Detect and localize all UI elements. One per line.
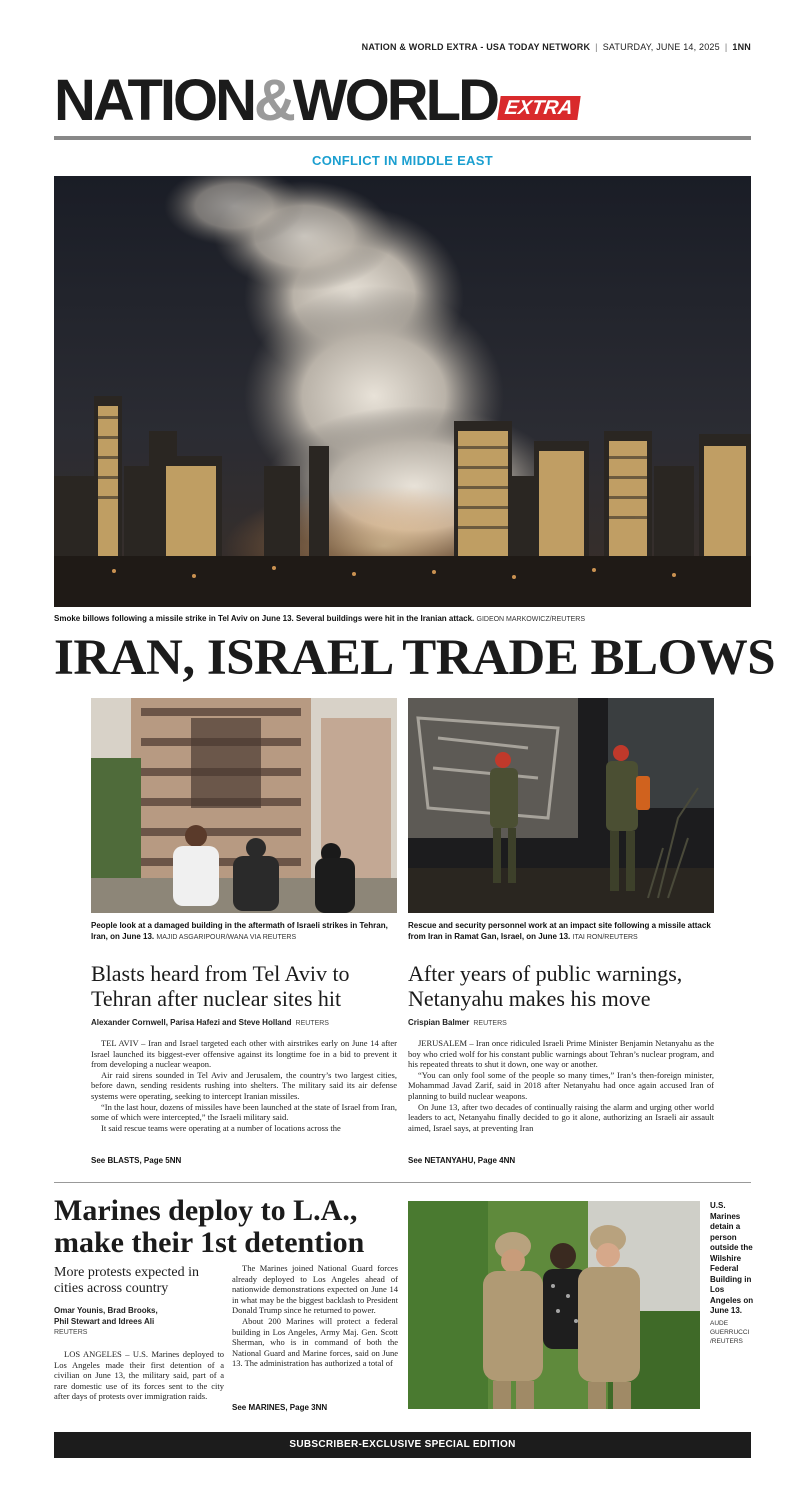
story-left-headline[interactable]: Blasts heard from Tel Aviv to Tehran after nuclear sites hit xyxy=(91,961,350,1011)
main-headline: IRAN, ISRAEL TRADE BLOWS xyxy=(54,630,776,686)
masthead xyxy=(54,70,754,132)
edition-line: NATION & WORLD EXTRA - USA TODAY NETWORK | SATURDAY, JUNE 14, 2025 | 1NN xyxy=(361,42,751,52)
masthead-nation: NATION xyxy=(54,68,255,133)
rescue-site-image xyxy=(408,698,714,913)
issue-date: SATURDAY, JUNE 14, 2025 xyxy=(602,42,720,52)
story-right-headline[interactable]: After years of public warnings, Netanyahu makes his move xyxy=(408,961,683,1011)
marines-subhead: More protests expected in cities across country xyxy=(54,1265,200,1296)
tehran-photo xyxy=(91,698,397,913)
tehran-photo-caption: People look at a damaged building in the aftermath of Israeli strikes in Tehran, Iran, on June 13. MAJID ASGARIPOUR/WANA VIA REUTERS xyxy=(91,921,388,941)
tel-aviv-skyline-image xyxy=(54,176,751,607)
story-left-jump-link[interactable]: See BLASTS, Page 5NN xyxy=(91,1156,182,1165)
story-right-jump-link[interactable]: See NETANYAHU, Page 4NN xyxy=(408,1156,516,1165)
story-right-paragraph: JERUSALEM – Iran once ridiculed Israeli Prime Minister Benjamin Netanyahu as the boy who cried wolf for his constant public warnings about Tehran’s nuclear program, and his repeated threats to shut it down, one way or another. xyxy=(408,1038,714,1070)
extra-badge: EXTRA xyxy=(497,96,580,120)
story-left-byline: Alexander Cornwell, Parisa Hafezi and Steve Holland REUTERS xyxy=(91,1018,329,1027)
marines-body-col1 xyxy=(54,1349,224,1402)
damaged-building-image xyxy=(91,698,397,913)
story-right-body xyxy=(408,1038,714,1133)
section-kicker: CONFLICT IN MIDDLE EAST xyxy=(312,153,493,168)
edition-banner: SUBSCRIBER-EXCLUSIVE SPECIAL EDITION xyxy=(54,1432,751,1458)
lead-photo-credit: GIDEON MARKOWICZ/REUTERS xyxy=(476,616,586,623)
story-right-paragraph: On June 13, after two decades of continually raising the alarm and urging other world leaders to act, Netanyahu finally decided to go it alone, authorizing an Israeli air assault aimed, Israel says, at preventing Iran xyxy=(408,1101,714,1133)
marines-paragraph: LOS ANGELES – U.S. Marines deployed to Los Angeles made their first detention of a civilian on June 13, the military said, part of a rare domestic use of its forces sent to the city after days of protests over immigration raids. xyxy=(54,1349,224,1402)
marines-paragraph: The Marines joined National Guard forces already deployed to Los Angeles ahead of nationwide demonstrations expected on June 14 in what may be the biggest backlash to President Donald Trump since he returned to power. xyxy=(232,1263,398,1316)
story-left-paragraph: It said rescue teams were operating at a number of locations across the xyxy=(101,1122,341,1133)
lead-photo xyxy=(54,176,751,607)
marines-headline[interactable]: Marines deploy to L.A., make their 1st detention xyxy=(54,1194,365,1259)
page-number: 1NN xyxy=(732,42,751,52)
ramat-gan-photo xyxy=(408,698,714,913)
tehran-photo-credit: MAJID ASGARIPOUR/WANA VIA REUTERS xyxy=(156,934,297,941)
marines-body-col2 xyxy=(232,1263,398,1369)
masthead-ampersand: & xyxy=(254,68,293,133)
marines-photo xyxy=(408,1201,700,1409)
story-left-paragraph: Air raid sirens sounded in Tel Aviv and Jerusalem, the country’s two largest cities, before dawn, sending residents rushing into shelters. The military said its air defense systems were operating, seeking to intercept Iranian missiles. xyxy=(91,1069,397,1101)
ramat-gan-photo-credit: ITAI RON/REUTERS xyxy=(572,934,638,941)
story-right-byline: Crispian Balmer REUTERS xyxy=(408,1018,507,1027)
marines-paragraph: About 200 Marines will protect a federal building in Los Angeles, Army Maj. Gen. Scott Sherman, who is in command of both the National Guard and Marine forces, said on June 13. The administration has authorized a total of xyxy=(232,1315,398,1369)
story-left-paragraph: TEL AVIV – Iran and Israel targeted each other with airstrikes early on June 14 after Israel launched its biggest-ever offensive against its longtime foe in a bid to prevent it from developing a nuclear weapon. xyxy=(91,1038,397,1070)
story-left-source: REUTERS xyxy=(295,1020,329,1027)
marines-photo-caption: U.S. Marines detain a person outside the Wilshire Federal Building in Los Angeles on June 13. AUDE GUERRUCCI /REUTERS xyxy=(710,1201,754,1345)
section-divider xyxy=(54,1182,751,1183)
story-left-paragraph: “In the last hour, dozens of missiles have been launched at the state of Israel from Iran, some of which were intercepted,” the Israeli military said. xyxy=(91,1101,397,1123)
marines-jump-link[interactable]: See MARINES, Page 3NN xyxy=(232,1403,328,1412)
lead-photo-caption: Smoke billows following a missile strike in Tel Aviv on June 13. Several buildings were hit in the Iranian attack. GIDEON MARKOWICZ/REUTERS xyxy=(54,614,586,623)
ramat-gan-photo-caption: Rescue and security personnel work at an impact site following a missile attack from Iran in Ramat Gan, Israel, on June 13. ITAI RON/REUTERS xyxy=(408,921,711,941)
masthead-world: WORLD xyxy=(292,68,497,133)
marines-photo-credit: AUDE GUERRUCCI /REUTERS xyxy=(710,1319,750,1345)
marines-byline: Omar Younis, Brad Brooks, Phil Stewart and Idrees Ali REUTERS xyxy=(54,1305,224,1338)
marines-source: REUTERS xyxy=(54,1329,88,1336)
story-right-source: REUTERS xyxy=(473,1020,507,1027)
network-label: NATION & WORLD EXTRA - USA TODAY NETWORK xyxy=(361,42,591,52)
story-right-paragraph: “You can only fool some of the people so many times,” Iran’s then-foreign minister, Mohammad Javad Zarif, said in 2018 after Netanyahu had once again accused Iran of planning to build nuclear weapons. xyxy=(408,1069,714,1101)
masthead-rule xyxy=(54,136,751,140)
marines-detention-image xyxy=(408,1201,700,1409)
story-left-body xyxy=(91,1038,397,1133)
